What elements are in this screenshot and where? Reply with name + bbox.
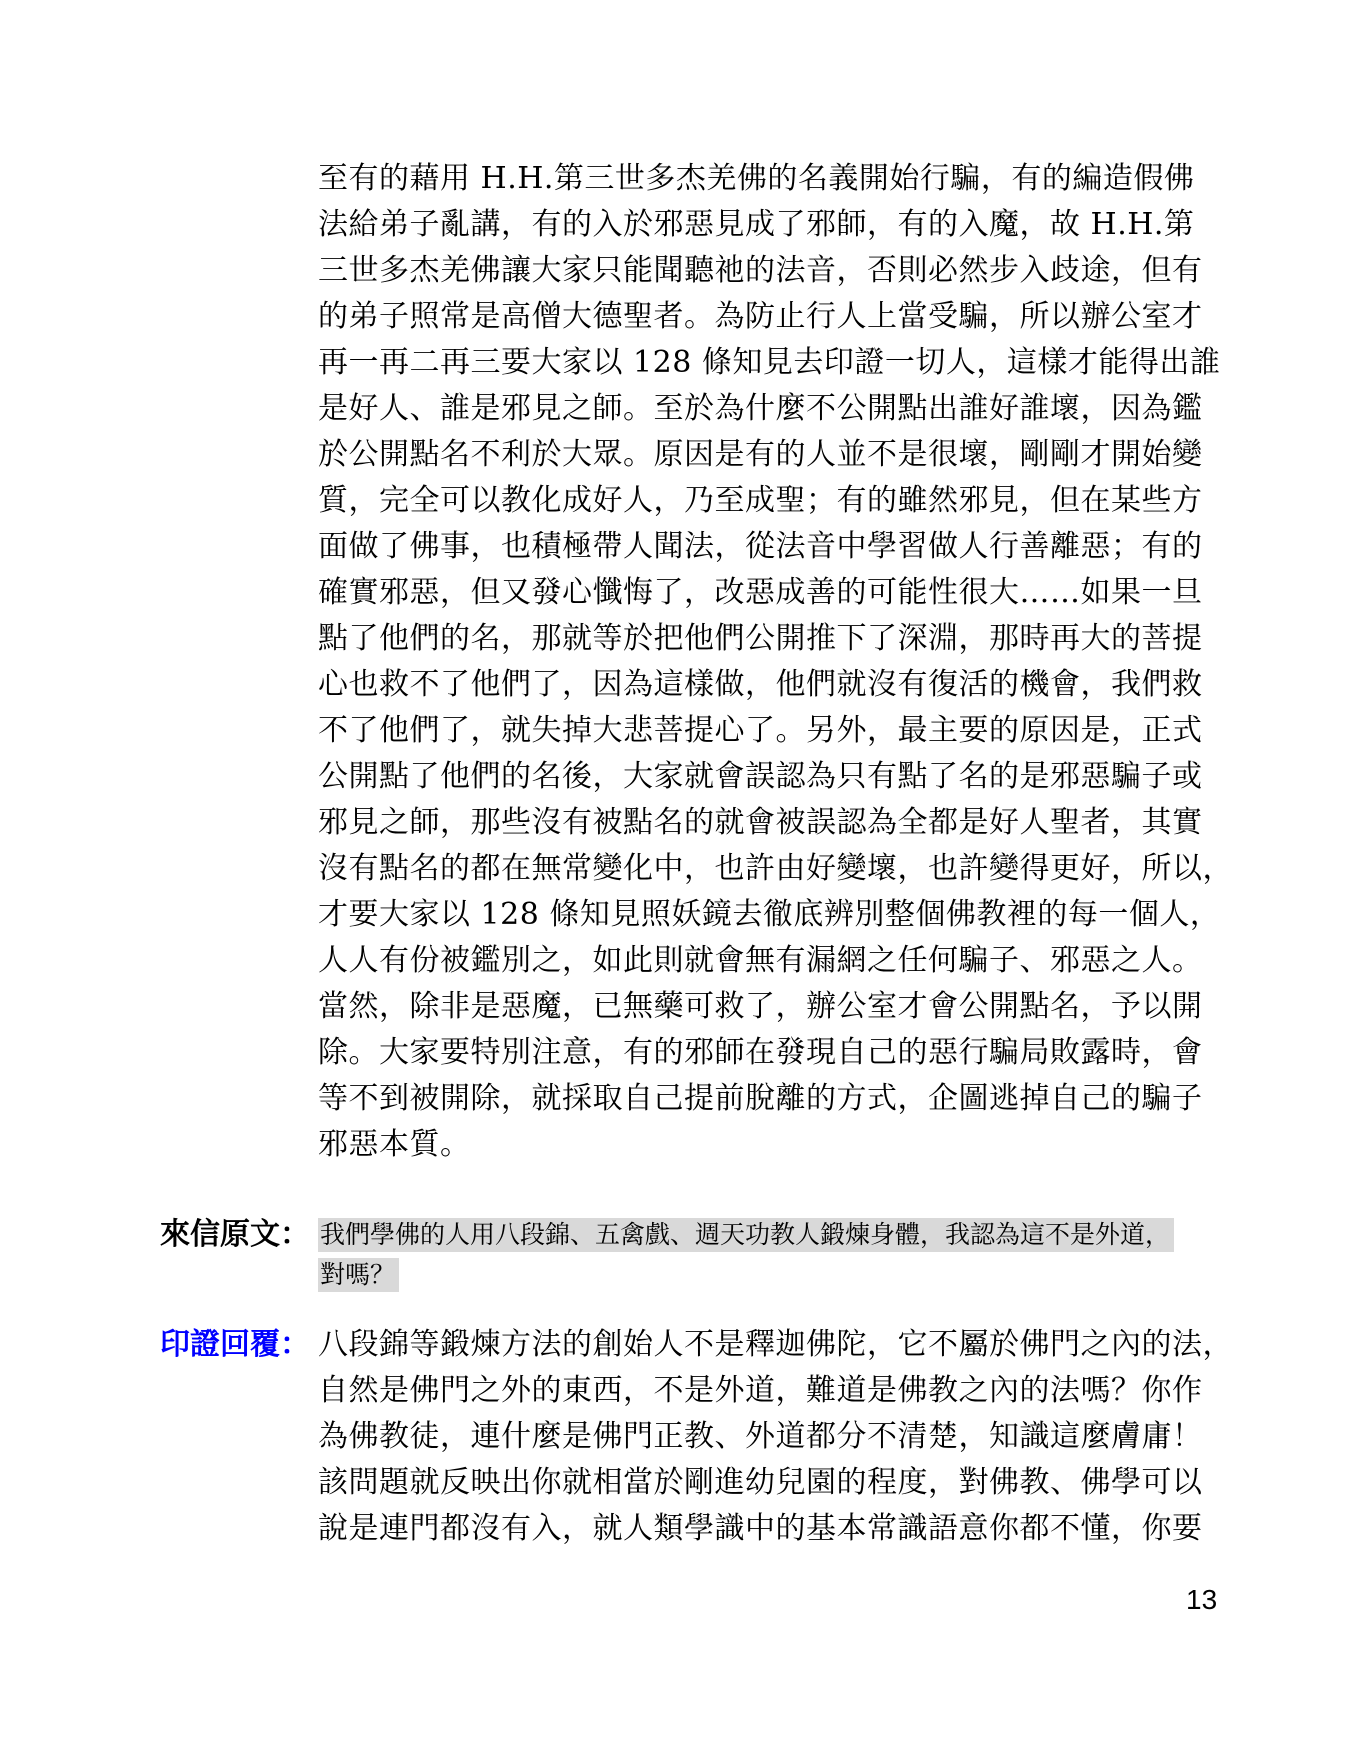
- letter-label: 來信原文：: [160, 1217, 310, 1252]
- reply-line: 八段錦等鍛煉方法的創始人不是釋迦佛陀，它不屬於佛門之內的法，: [318, 1327, 1233, 1362]
- reply-line: 自然是佛門之外的東西，不是外道，難道是佛教之內的法嗎？你作: [318, 1373, 1203, 1408]
- paragraph-line: 才要大家以 128 條知見照妖鏡去徹底辨別整個佛教裡的每一個人，: [318, 897, 1221, 932]
- reply-text: [318, 1322, 1233, 1552]
- letter-line-row: [318, 1218, 1174, 1258]
- paragraph-line: 確實邪惡，但又發心懺悔了，改惡成善的可能性很大……如果一旦: [318, 575, 1203, 610]
- paragraph-line: 三世多杰羌佛讓大家只能聞聽祂的法音，否則必然步入歧途，但有: [318, 253, 1203, 288]
- paragraph-line: 點了他們的名，那就等於把他們公開推下了深淵，那時再大的菩提: [318, 621, 1203, 656]
- paragraph-line: 邪見之師，那些沒有被點名的就會被誤認為全都是好人聖者，其實: [318, 805, 1203, 840]
- paragraph-line: 法給弟子亂講，有的入於邪惡見成了邪師，有的入魔，故 H.H.第: [318, 207, 1195, 242]
- paragraph-line: 是好人、誰是邪見之師。至於為什麼不公開點出誰好誰壞，因為鑑: [318, 391, 1203, 426]
- page-number: 13: [1186, 1584, 1218, 1615]
- paragraph-line: 於公開點名不利於大眾。原因是有的人並不是很壞，剛剛才開始變: [318, 437, 1203, 472]
- paragraph-line: 不了他們了，就失掉大悲菩提心了。另外，最主要的原因是，正式: [318, 713, 1203, 748]
- paragraph-line: 等不到被開除，就採取自己提前脫離的方式，企圖逃掉自己的騙子: [318, 1081, 1203, 1116]
- paragraph-line: 質，完全可以教化成好人，乃至成聖；有的雖然邪見，但在某些方: [318, 483, 1203, 518]
- paragraph-line: 除。大家要特別注意，有的邪師在發現自己的惡行騙局敗露時，會: [318, 1035, 1203, 1070]
- letter-line: 對嗎？: [318, 1258, 399, 1292]
- reply-line: 說是連門都沒有入，就人類學識中的基本常識語意你都不懂，你要: [318, 1511, 1203, 1546]
- continued-paragraph: [318, 156, 1238, 1168]
- letter-line-row: [318, 1258, 1174, 1298]
- paragraph-line: 當然，除非是惡魔，已無藥可救了，辦公室才會公開點名，予以開: [318, 989, 1203, 1024]
- reply-line: 該問題就反映出你就相當於剛進幼兒園的程度，對佛教、佛學可以: [318, 1465, 1203, 1500]
- paragraph-line: 至有的藉用 H.H.第三世多杰羌佛的名義開始行騙，有的編造假佛: [318, 161, 1195, 196]
- paragraph-line: 再一再二再三要大家以 128 條知見去印證一切人，這樣才能得出誰: [318, 345, 1221, 380]
- paragraph-line: 面做了佛事，也積極帶人聞法，從法音中學習做人行善離惡；有的: [318, 529, 1203, 564]
- paragraph-line: 公開點了他們的名後，大家就會誤認為只有點了名的是邪惡騙子或: [318, 759, 1203, 794]
- paragraph-line: 沒有點名的都在無常變化中，也許由好變壞，也許變得更好，所以，: [318, 851, 1233, 886]
- reply-line: 為佛教徒，連什麼是佛門正教、外道都分不清楚，知識這麼膚庸！: [318, 1419, 1203, 1454]
- paragraph-line: 心也救不了他們了，因為這樣做，他們就沒有復活的機會，我們救: [318, 667, 1203, 702]
- paragraph-line: 人人有份被鑑別之，如此則就會無有漏網之任何騙子、邪惡之人。: [318, 943, 1203, 978]
- paragraph-line: 的弟子照常是高僧大德聖者。為防止行人上當受騙，所以辦公室才: [318, 299, 1203, 334]
- letter-text: [318, 1212, 1174, 1298]
- letter-line: 我們學佛的人用八段錦、五禽戲、週天功教人鍛煉身體，我認為這不是外道，: [318, 1218, 1174, 1252]
- paragraph-line: 邪惡本質。: [318, 1127, 471, 1162]
- reply-label: 印證回覆：: [160, 1327, 310, 1362]
